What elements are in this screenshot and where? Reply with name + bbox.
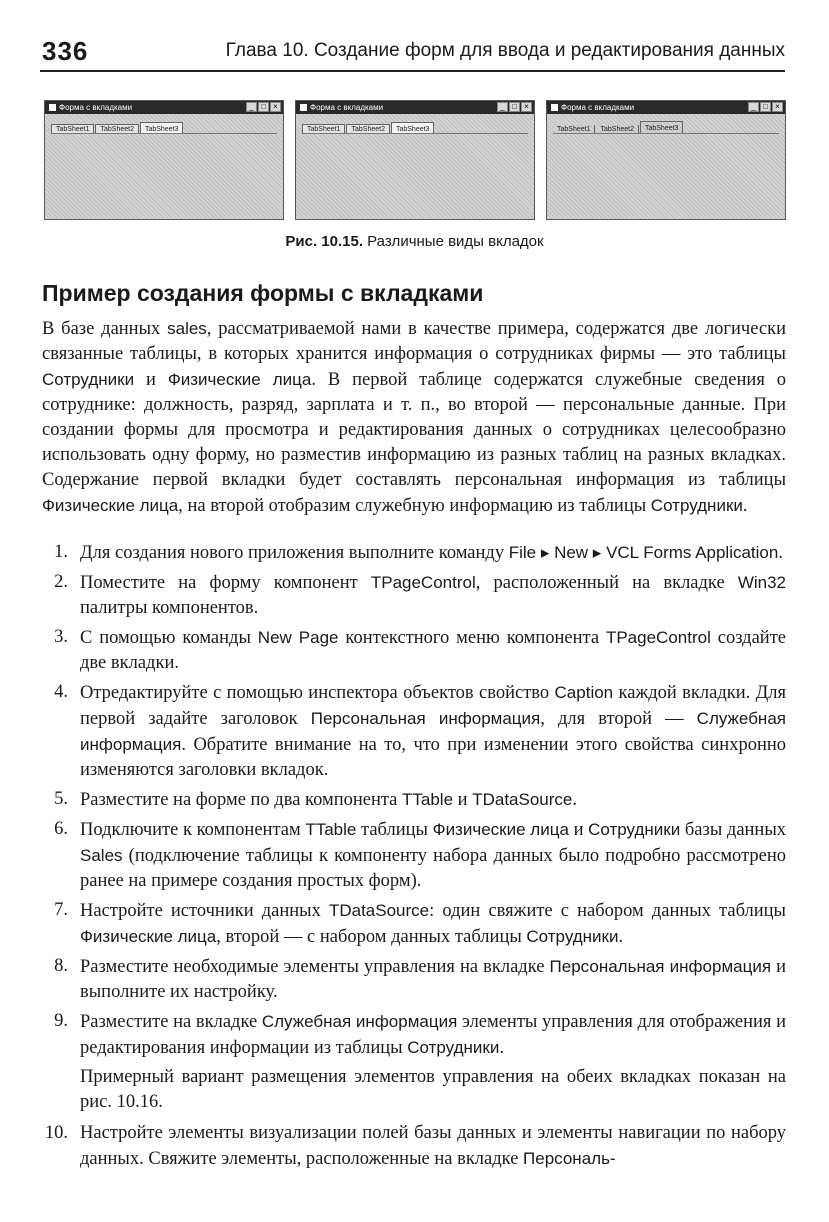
code-term: Сотрудники [588, 820, 681, 839]
code-term: Персональная информация [310, 709, 541, 728]
text: контекстного меню компонента [338, 628, 606, 648]
step-number: 7. [54, 900, 68, 920]
page-number: 336 [42, 36, 89, 66]
list-item [42, 680, 786, 783]
code-term: Служебная информация [261, 1012, 458, 1031]
maximize-icon[interactable]: □ [258, 102, 269, 112]
tab-page [553, 133, 779, 213]
text: базы данных [680, 820, 787, 840]
text: Подключите к компонентам [80, 820, 306, 840]
running-header: Глава 10. Создание форм для ввода и редактирования данных [225, 40, 785, 61]
list-item [42, 898, 786, 950]
text: создайте две вкладки. [80, 628, 786, 673]
step-number: 2. [54, 572, 68, 592]
window-title: Форма с вкладками [59, 103, 133, 112]
section-heading: Пример создания формы с вкладками [42, 280, 484, 306]
figure-caption [0, 233, 829, 250]
text: каждой вкладки. Для первой задайте заголовок [80, 683, 786, 729]
code-term: Win32 [737, 573, 786, 592]
code-term: sales [167, 319, 207, 338]
code-term: Sales [80, 846, 123, 865]
text: палитры компонентов. [80, 598, 259, 618]
text: В базе данных [42, 319, 168, 339]
tab-page [51, 133, 277, 213]
code-term: Физические лица [80, 927, 217, 946]
text: , расположенный на вкладке [475, 573, 738, 593]
text: . В первой таблице содержатся служебные сведения о сотруднике: должность, разряд, зарплата и т. п., во второй — персональные данные. При создании формы для просмотра и редактирования данных о сотрудниках целесообразно использовать одну форму, но разместив информацию из разных таблиц на разных вкладках. Содержание первой вкладки будет составлять персональная информация из таблицы [42, 370, 786, 490]
list-item [42, 787, 786, 813]
text: . [618, 927, 624, 947]
tab-tabsheet3[interactable]: TabSheet3 [391, 122, 434, 134]
code-term: TDataSource [328, 901, 430, 920]
code-term: Физические лица [167, 370, 312, 389]
tab-tabsheet3[interactable]: TabSheet3 [640, 121, 683, 134]
form-icon [300, 104, 307, 111]
tab-tabsheet3[interactable]: TabSheet3 [140, 122, 183, 134]
minimize-icon[interactable]: _ [246, 102, 257, 112]
form-window-1 [44, 100, 284, 220]
text: и [453, 790, 473, 810]
code-term: Персональ- [523, 1149, 616, 1168]
code-term: Служебная информация [80, 709, 786, 754]
form-icon [551, 104, 558, 111]
text: , на второй отобразим служебную информацию из таблицы [178, 496, 651, 516]
form-icon [49, 104, 56, 111]
text: , для второй — [540, 709, 697, 729]
tab-tabsheet1[interactable]: TabSheet1 [302, 124, 345, 134]
text: Отредактируйте с помощью инспектора объектов свойство [80, 683, 555, 703]
list-item [42, 954, 786, 1005]
step-number: 3. [54, 627, 68, 647]
caption-text: Различные виды вкладок [367, 233, 544, 250]
code-term: File ▸ New ▸ VCL Forms Application [508, 543, 779, 562]
text: . [499, 1038, 504, 1058]
text: таблицы [356, 820, 433, 840]
caption-label: Рис. 10.15. [285, 233, 363, 250]
code-term: Сотрудники [42, 370, 135, 389]
text: . Обратите внимание на то, что при изменении этого свойства синхронно изменяются заголовки вкладок. [80, 735, 786, 780]
window-titlebar [45, 101, 283, 114]
list-item [42, 1121, 786, 1172]
tab-tabsheet1[interactable]: TabSheet1 [51, 124, 94, 134]
maximize-icon[interactable]: □ [509, 102, 520, 112]
code-term: Физические лица [42, 496, 179, 515]
step-number: 5. [54, 789, 68, 809]
text: Для создания нового приложения выполните команду [80, 543, 509, 563]
text: С помощью команды [80, 628, 258, 648]
minimize-icon[interactable]: _ [748, 102, 759, 112]
minimize-icon[interactable]: _ [497, 102, 508, 112]
text: элементы управления для отображения и редактирования информации из таблицы [80, 1012, 786, 1058]
maximize-icon[interactable]: □ [760, 102, 771, 112]
tab-tabsheet2[interactable]: TabSheet2 [346, 124, 389, 134]
window-title: Форма с вкладками [310, 103, 384, 112]
step-number: 8. [54, 956, 68, 976]
tab-tabsheet2[interactable]: TabSheet2 [95, 124, 138, 134]
code-term: Сотрудники [650, 496, 743, 515]
window-titlebar [296, 101, 534, 114]
code-term: TDataSource [472, 790, 573, 809]
code-term: New Page [257, 628, 339, 647]
text: и выполните их настройку. [80, 957, 787, 1002]
text: , второй — с набором данных таблицы [216, 927, 527, 947]
code-term: TTable [402, 790, 454, 809]
text: Разместите необходимые элементы управления на вкладке [80, 957, 550, 977]
window-title: Форма с вкладками [561, 103, 635, 112]
intro-paragraph [42, 316, 786, 519]
form-window-2 [295, 100, 535, 220]
code-term: TTable [305, 820, 357, 839]
list-item [42, 1009, 786, 1061]
tab-tabsheet2[interactable]: TabSheet2 [596, 125, 638, 134]
close-icon[interactable]: × [270, 102, 281, 112]
form-window-3 [546, 100, 786, 220]
text: Поместите на форму компонент [80, 573, 371, 593]
code-term: Caption [554, 683, 614, 702]
step-number: 9. [54, 1011, 68, 1031]
text: и [568, 820, 589, 840]
list-item [42, 540, 786, 566]
figure-screenshots [44, 100, 786, 220]
text: . [572, 790, 577, 810]
code-term: Персональная информация [549, 957, 772, 976]
step-number: 4. [54, 682, 68, 702]
tab-tabsheet1[interactable]: TabSheet1 [553, 125, 595, 134]
code-term: TPageControl [370, 573, 476, 592]
text: (подключение таблицы к компоненту набора данных было подробно рассмотрено ранее на примере создания простых форм). [80, 846, 786, 891]
close-icon[interactable]: × [772, 102, 783, 112]
list-item [42, 817, 786, 894]
text: Разместите на вкладке [80, 1012, 262, 1032]
text: . [778, 543, 783, 563]
step-number: 10. [44, 1123, 68, 1143]
list-item [42, 570, 786, 621]
step-number: 6. [54, 819, 68, 839]
text: и [134, 370, 168, 390]
text: Настройте элементы визуализации полей базы данных и элементы навигации по набору данных. Свяжите элементы, расположенные на вкладке [80, 1123, 786, 1169]
step-note: Примерный вариант размещения элементов управления на обеих вкладках показан на рис. 10.16. [80, 1067, 786, 1112]
text: : один свяжите с набором данных таблицы [429, 901, 786, 921]
text: , рассматриваемой нами в качестве примера, содержатся две логически связанные таблицы, в которых хранится информация о сотрудниках фирмы — это таблицы [42, 319, 786, 364]
step-number: 1. [54, 542, 68, 562]
text: . [742, 496, 748, 516]
code-term: TPageControl [605, 628, 711, 647]
code-term: Физические лица [432, 820, 569, 839]
code-term: Сотрудники [407, 1038, 500, 1057]
tab-page [302, 133, 528, 213]
steps-list [42, 540, 786, 1176]
text: Настройте источники данных [80, 901, 329, 921]
list-item [42, 625, 786, 676]
close-icon[interactable]: × [521, 102, 532, 112]
text: Разместите на форме по два компонента [80, 790, 403, 810]
header-rule [40, 70, 785, 72]
code-term: Сотрудники [526, 927, 619, 946]
window-titlebar [547, 101, 785, 114]
